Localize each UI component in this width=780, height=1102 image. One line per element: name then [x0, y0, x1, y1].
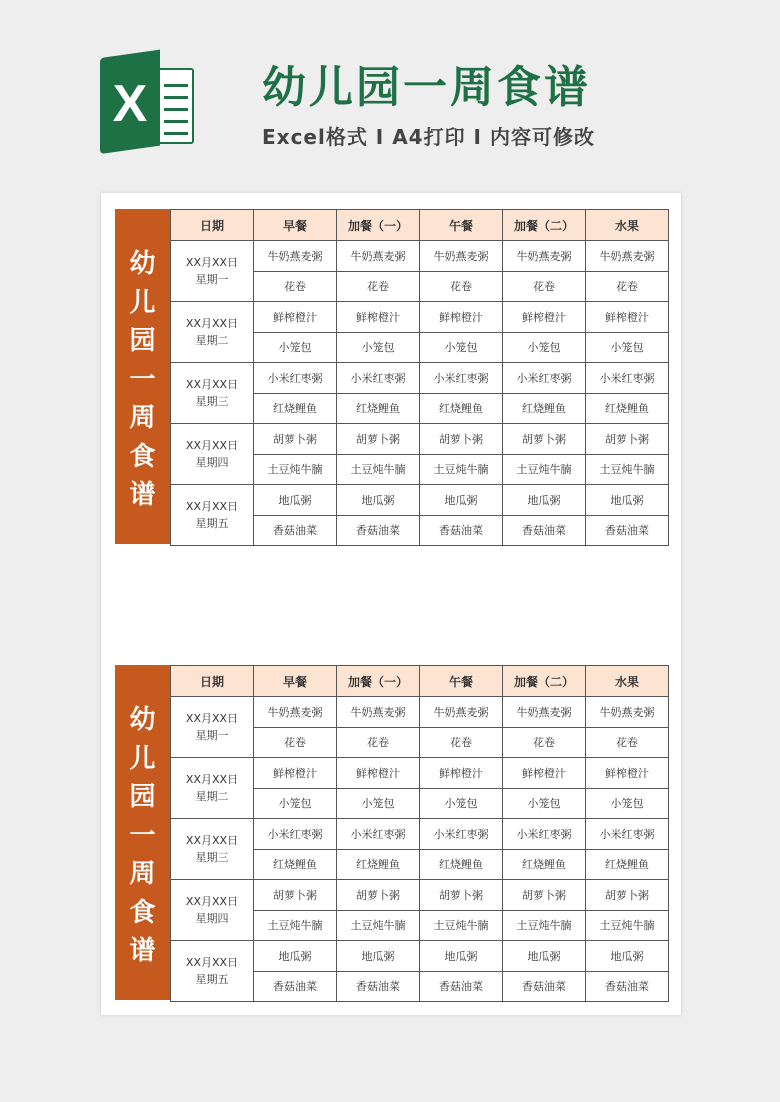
table-row [171, 941, 669, 972]
table-row [171, 819, 669, 850]
meal-cell[interactable]: 土豆炖牛腩 [586, 454, 669, 485]
meal-cell[interactable]: 花卷 [420, 271, 503, 302]
meal-cell[interactable]: 小米红枣粥 [337, 819, 420, 850]
meal-cell[interactable]: 花卷 [586, 727, 669, 758]
meal-cell[interactable]: 花卷 [337, 727, 420, 758]
meal-cell[interactable]: 鲜榨橙汁 [420, 758, 503, 789]
meal-cell[interactable]: 小米红枣粥 [254, 363, 337, 394]
meal-cell[interactable]: 胡萝卜粥 [503, 424, 586, 455]
meal-cell[interactable]: 小笼包 [586, 788, 669, 819]
meal-cell[interactable]: 红烧鲤鱼 [337, 393, 420, 424]
meal-cell[interactable]: 地瓜粥 [503, 941, 586, 972]
meal-cell[interactable]: 小米红枣粥 [503, 363, 586, 394]
meal-cell[interactable]: 地瓜粥 [254, 485, 337, 516]
meal-cell[interactable]: 小笼包 [254, 332, 337, 363]
date-cell[interactable] [171, 819, 254, 880]
meal-cell[interactable]: 牛奶燕麦粥 [337, 697, 420, 728]
date-cell[interactable] [171, 697, 254, 758]
meal-cell[interactable]: 牛奶燕麦粥 [420, 697, 503, 728]
meal-cell[interactable]: 牛奶燕麦粥 [337, 241, 420, 272]
table-row [171, 363, 669, 394]
meal-cell[interactable]: 香菇油菜 [337, 971, 420, 1002]
meal-cell[interactable]: 红烧鲤鱼 [586, 393, 669, 424]
meal-cell[interactable]: 鲜榨橙汁 [503, 758, 586, 789]
header-cell[interactable]: 早餐 [254, 666, 337, 697]
date-cell[interactable] [171, 302, 254, 363]
meal-cell[interactable]: 小米红枣粥 [586, 363, 669, 394]
meal-cell[interactable]: 鲜榨橙汁 [254, 758, 337, 789]
side-title-char: 儿 [129, 743, 156, 774]
side-title-bar [115, 665, 170, 1000]
table-row [171, 880, 669, 911]
meal-cell[interactable]: 地瓜粥 [586, 941, 669, 972]
meal-cell[interactable]: 香菇油菜 [586, 971, 669, 1002]
meal-cell[interactable]: 土豆炖牛腩 [254, 454, 337, 485]
date-cell[interactable] [171, 241, 254, 302]
side-title [115, 701, 170, 971]
meal-cell[interactable]: 地瓜粥 [254, 941, 337, 972]
date-text: XX月XX日 [185, 712, 239, 725]
date-text: XX月XX日 [185, 956, 239, 969]
side-title-char: 一 [129, 364, 156, 395]
date-text: XX月XX日 [185, 895, 239, 908]
weekday-text: 星期五 [195, 517, 229, 530]
meal-cell[interactable]: 鲜榨橙汁 [503, 302, 586, 333]
meal-cell[interactable]: 小笼包 [337, 788, 420, 819]
date-text: XX月XX日 [185, 834, 239, 847]
meal-cell[interactable]: 小笼包 [503, 788, 586, 819]
date-text: XX月XX日 [185, 500, 239, 513]
meal-cell[interactable]: 地瓜粥 [503, 485, 586, 516]
table-row [171, 697, 669, 728]
meal-cell[interactable]: 香菇油菜 [503, 971, 586, 1002]
meal-cell[interactable]: 小米红枣粥 [337, 363, 420, 394]
meal-cell[interactable]: 胡萝卜粥 [254, 880, 337, 911]
date-cell[interactable] [171, 424, 254, 485]
meal-cell[interactable]: 花卷 [254, 271, 337, 302]
side-title-char: 周 [129, 859, 156, 889]
meal-cell[interactable]: 胡萝卜粥 [420, 880, 503, 911]
header-cell[interactable]: 水果 [586, 666, 669, 697]
meal-cell[interactable]: 土豆炖牛腩 [420, 910, 503, 941]
header-cell[interactable]: 水果 [586, 210, 669, 241]
weekday-text: 星期三 [195, 851, 229, 864]
meal-cell[interactable]: 花卷 [503, 727, 586, 758]
meal-cell[interactable]: 土豆炖牛腩 [254, 910, 337, 941]
meal-cell[interactable]: 红烧鲤鱼 [503, 849, 586, 880]
weekday-text: 星期五 [195, 973, 229, 986]
meal-cell[interactable]: 胡萝卜粥 [420, 424, 503, 455]
header-cell[interactable]: 加餐（一） [337, 666, 420, 697]
meal-cell[interactable]: 胡萝卜粥 [503, 880, 586, 911]
meal-cell[interactable]: 牛奶燕麦粥 [503, 697, 586, 728]
meal-cell[interactable]: 红烧鲤鱼 [254, 393, 337, 424]
header-cell[interactable]: 加餐（二） [503, 666, 586, 697]
meal-cell[interactable]: 小笼包 [254, 788, 337, 819]
header-cell[interactable]: 加餐（一） [337, 210, 420, 241]
date-cell[interactable] [171, 485, 254, 546]
meal-cell[interactable]: 红烧鲤鱼 [586, 849, 669, 880]
meal-cell[interactable]: 鲜榨橙汁 [337, 302, 420, 333]
table-header-row [171, 210, 669, 241]
meal-cell[interactable]: 鲜榨橙汁 [420, 302, 503, 333]
date-cell[interactable] [171, 758, 254, 819]
document-page [101, 193, 681, 1015]
meal-cell[interactable]: 小笼包 [586, 332, 669, 363]
meal-cell[interactable]: 牛奶燕麦粥 [586, 697, 669, 728]
meal-cell[interactable]: 牛奶燕麦粥 [503, 241, 586, 272]
side-title-char: 食 [129, 441, 156, 472]
side-title-char: 儿 [129, 287, 156, 318]
meal-cell[interactable]: 小米红枣粥 [420, 363, 503, 394]
page-title: 幼儿园一周食谱 [262, 62, 591, 113]
menu-block-2 [115, 665, 668, 1000]
meal-cell[interactable]: 小米红枣粥 [420, 819, 503, 850]
meal-cell[interactable]: 牛奶燕麦粥 [586, 241, 669, 272]
meal-cell[interactable]: 鲜榨橙汁 [337, 758, 420, 789]
weekday-text: 星期四 [195, 456, 229, 469]
meal-cell[interactable]: 土豆炖牛腩 [337, 454, 420, 485]
side-title-char: 谱 [129, 936, 156, 966]
meal-cell[interactable]: 花卷 [337, 271, 420, 302]
meal-cell[interactable]: 花卷 [420, 727, 503, 758]
page-subtitle: Excel格式 I A4打印 I 内容可修改 [262, 125, 595, 149]
meal-cell[interactable]: 小笼包 [420, 332, 503, 363]
meal-cell[interactable]: 地瓜粥 [420, 485, 503, 516]
meal-cell[interactable]: 土豆炖牛腩 [503, 910, 586, 941]
meal-cell[interactable]: 红烧鲤鱼 [337, 849, 420, 880]
side-title-char: 幼 [129, 705, 156, 735]
table-row [171, 302, 669, 333]
date-text: XX月XX日 [185, 439, 239, 452]
weekday-text: 星期三 [195, 395, 229, 408]
meal-cell[interactable]: 土豆炖牛腩 [420, 454, 503, 485]
side-title-char: 食 [129, 897, 156, 928]
meal-cell[interactable]: 红烧鲤鱼 [254, 849, 337, 880]
meal-cell[interactable]: 花卷 [586, 271, 669, 302]
meal-cell[interactable]: 香菇油菜 [420, 515, 503, 546]
table-row [171, 758, 669, 789]
excel-logo-icon [100, 58, 200, 154]
meal-cell[interactable]: 牛奶燕麦粥 [254, 241, 337, 272]
table-row [171, 424, 669, 455]
meal-cell[interactable]: 胡萝卜粥 [337, 424, 420, 455]
meal-cell[interactable]: 鲜榨橙汁 [586, 302, 669, 333]
meal-cell[interactable]: 地瓜粥 [586, 485, 669, 516]
weekly-menu-table [170, 209, 669, 546]
meal-cell[interactable]: 鲜榨橙汁 [254, 302, 337, 333]
meal-cell[interactable]: 鲜榨橙汁 [586, 758, 669, 789]
meal-cell[interactable]: 牛奶燕麦粥 [254, 697, 337, 728]
header-cell[interactable]: 日期 [171, 666, 254, 697]
meal-cell[interactable]: 地瓜粥 [420, 941, 503, 972]
side-title-char: 幼 [129, 249, 156, 279]
side-title-bar [115, 209, 170, 544]
meal-cell[interactable]: 香菇油菜 [586, 515, 669, 546]
meal-cell[interactable]: 香菇油菜 [254, 971, 337, 1002]
meal-cell[interactable]: 红烧鲤鱼 [503, 393, 586, 424]
header-cell[interactable]: 午餐 [420, 666, 503, 697]
weekday-text: 星期二 [195, 790, 229, 803]
side-title-char: 园 [129, 326, 156, 356]
table-header-row [171, 666, 669, 697]
side-title-char: 一 [129, 820, 156, 851]
date-cell[interactable] [171, 363, 254, 424]
side-title-char: 周 [129, 403, 156, 433]
meal-cell[interactable]: 小米红枣粥 [586, 819, 669, 850]
side-title [115, 245, 170, 515]
meal-cell[interactable]: 红烧鲤鱼 [420, 849, 503, 880]
menu-block-1 [115, 209, 668, 544]
side-title-char: 园 [129, 782, 156, 812]
meal-cell[interactable]: 牛奶燕麦粥 [420, 241, 503, 272]
weekday-text: 星期一 [195, 729, 229, 742]
meal-cell[interactable]: 香菇油菜 [337, 515, 420, 546]
date-text: XX月XX日 [185, 378, 239, 391]
meal-cell[interactable]: 香菇油菜 [420, 971, 503, 1002]
meal-cell[interactable]: 香菇油菜 [254, 515, 337, 546]
table-row [171, 485, 669, 516]
date-text: XX月XX日 [185, 256, 239, 269]
header-cell[interactable]: 日期 [171, 210, 254, 241]
table-row [171, 241, 669, 272]
weekly-menu-table [170, 665, 669, 1002]
meal-cell[interactable]: 红烧鲤鱼 [420, 393, 503, 424]
meal-cell[interactable]: 地瓜粥 [337, 485, 420, 516]
meal-cell[interactable]: 小米红枣粥 [254, 819, 337, 850]
meal-cell[interactable]: 土豆炖牛腩 [503, 454, 586, 485]
meal-cell[interactable]: 小笼包 [503, 332, 586, 363]
date-cell[interactable] [171, 941, 254, 1002]
meal-cell[interactable]: 土豆炖牛腩 [586, 910, 669, 941]
page-header [0, 0, 780, 190]
meal-cell[interactable]: 胡萝卜粥 [337, 880, 420, 911]
date-text: XX月XX日 [185, 773, 239, 786]
date-text: XX月XX日 [185, 317, 239, 330]
meal-cell[interactable]: 香菇油菜 [503, 515, 586, 546]
meal-cell[interactable]: 胡萝卜粥 [586, 424, 669, 455]
meal-cell[interactable]: 胡萝卜粥 [586, 880, 669, 911]
side-title-char: 谱 [129, 480, 156, 510]
meal-cell[interactable]: 小笼包 [420, 788, 503, 819]
logo-letter: X [112, 75, 148, 133]
date-cell[interactable] [171, 880, 254, 941]
header-cell[interactable]: 早餐 [254, 210, 337, 241]
meal-cell[interactable]: 地瓜粥 [337, 941, 420, 972]
weekday-text: 星期四 [195, 912, 229, 925]
weekday-text: 星期一 [195, 273, 229, 286]
meal-cell[interactable]: 花卷 [503, 271, 586, 302]
meal-cell[interactable]: 胡萝卜粥 [254, 424, 337, 455]
weekday-text: 星期二 [195, 334, 229, 347]
meal-cell[interactable]: 小米红枣粥 [503, 819, 586, 850]
header-cell[interactable]: 加餐（二） [503, 210, 586, 241]
meal-cell[interactable]: 花卷 [254, 727, 337, 758]
header-cell[interactable]: 午餐 [420, 210, 503, 241]
meal-cell[interactable]: 土豆炖牛腩 [337, 910, 420, 941]
meal-cell[interactable]: 小笼包 [337, 332, 420, 363]
